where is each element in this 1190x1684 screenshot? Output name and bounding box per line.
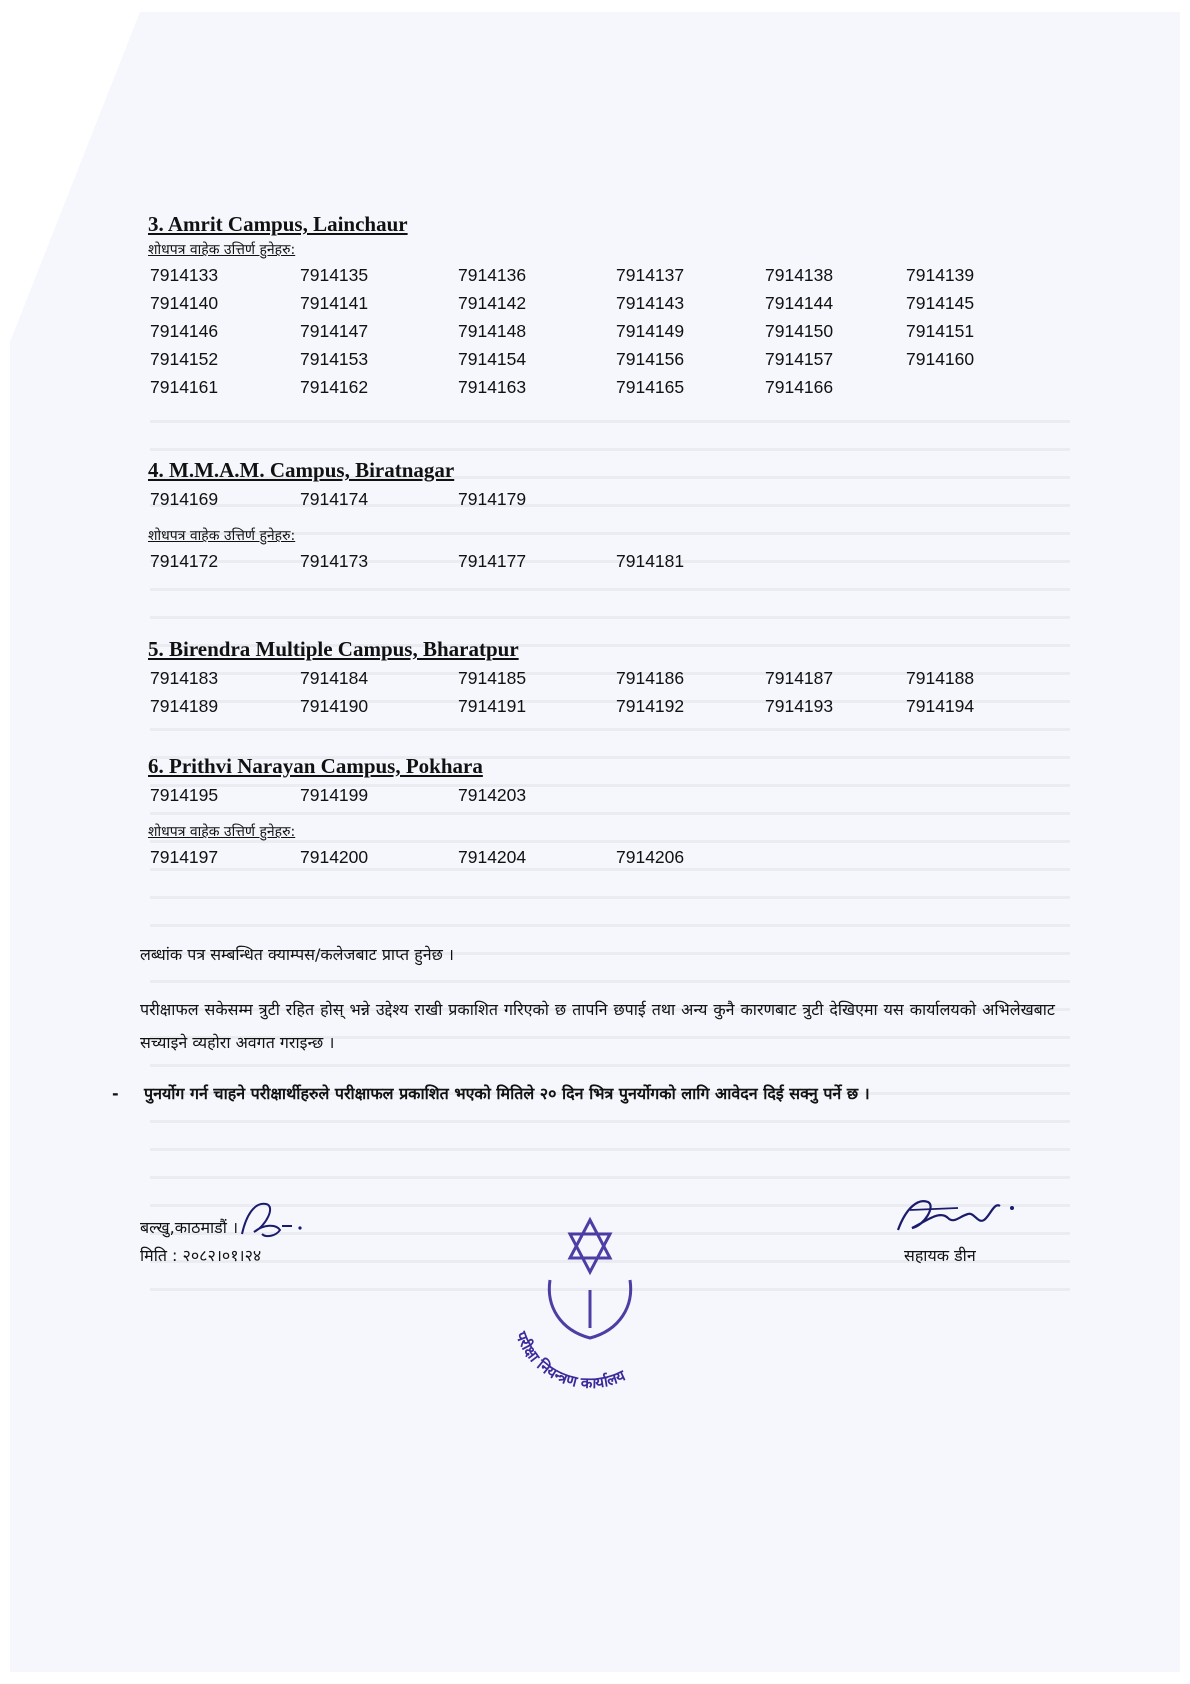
- marksheet-note: लब्धांक पत्र सम्बन्धित क्याम्पस/कलेजबाट प्राप्त हुनेछ ।: [140, 945, 454, 964]
- retotal-note: [112, 1077, 1057, 1110]
- roll-number: 7914181: [616, 551, 685, 571]
- roll-number: 7914140: [150, 293, 219, 313]
- group-label: शोधपत्र वाहेक उत्तिर्ण हुनेहरु:: [148, 242, 296, 258]
- dean-signature-icon: [888, 1180, 1028, 1250]
- roll-number: 7914151: [906, 321, 975, 341]
- roll-number: 7914161: [150, 377, 219, 397]
- roll-number: 7914206: [616, 847, 685, 867]
- roll-number: 7914185: [458, 668, 527, 688]
- roll-number: 7914199: [300, 785, 369, 805]
- roll-number: 7914160: [906, 349, 975, 369]
- roll-number: 7914195: [150, 785, 219, 805]
- section-heading: 3. Amrit Campus, Lainchaur: [148, 212, 408, 236]
- result-row: [148, 781, 1068, 809]
- roll-number: 7914173: [300, 551, 369, 571]
- result-row: [148, 289, 1068, 317]
- roll-number: 7914165: [616, 377, 685, 397]
- roll-number: 7914141: [300, 293, 369, 313]
- roll-number: 7914153: [300, 349, 369, 369]
- roll-number: 7914172: [150, 551, 219, 571]
- roll-number: 7914142: [458, 293, 527, 313]
- section-amrit-campus: [148, 209, 1068, 401]
- official-seal-icon: [490, 1210, 690, 1410]
- roll-number: 7914147: [300, 321, 369, 341]
- roll-number: 7914179: [458, 489, 527, 509]
- result-row: [148, 373, 1068, 401]
- roll-number: 7914193: [765, 696, 834, 716]
- roll-number: 7914200: [300, 847, 369, 867]
- roll-number: 7914143: [616, 293, 685, 313]
- roll-number: 7914145: [906, 293, 975, 313]
- roll-number: 7914191: [458, 696, 527, 716]
- section-mmam-campus: [148, 455, 1068, 575]
- roll-number: 7914189: [150, 696, 219, 716]
- roll-number: 7914157: [765, 349, 834, 369]
- roll-number: 7914138: [765, 265, 834, 285]
- roll-number: 7914133: [150, 265, 219, 285]
- roll-number: 7914149: [616, 321, 685, 341]
- roll-number: 7914166: [765, 377, 834, 397]
- result-row: [148, 317, 1068, 345]
- section-heading: 5. Birendra Multiple Campus, Bharatpur: [148, 637, 519, 661]
- roll-number: 7914163: [458, 377, 527, 397]
- roll-number: 7914135: [300, 265, 369, 285]
- roll-number: 7914187: [765, 668, 834, 688]
- roll-number: 7914162: [300, 377, 369, 397]
- bullet-dash: -: [112, 1084, 119, 1103]
- retotal-note-text: पुनर्योग गर्न चाहने परीक्षार्थीहरुले परीक्षाफल प्रकाशित भएको मितिले २० दिन भित्र पुनर्योगको लागि आवेदन दिई सक्नु पर्ने छ ।: [144, 1084, 870, 1103]
- roll-number: 7914186: [616, 668, 685, 688]
- roll-number: 7914188: [906, 668, 975, 688]
- result-row: [148, 547, 1068, 575]
- errata-note: परीक्षाफल सकेसम्म त्रुटी रहित होस् भन्ने उद्देश्य राखी प्रकाशित गरिएको छ तापनि छपाई तथा अन्य कुनै कारणबाट त्रुटी देखिएमा यस कार्यालयको अभिलेखबाट सच्याइने व्यहोरा अवगत गराइन्छ ।: [140, 1000, 1055, 1052]
- result-row: [148, 664, 1068, 692]
- roll-number: 7914148: [458, 321, 527, 341]
- result-row: [148, 485, 1068, 513]
- roll-number: 7914190: [300, 696, 369, 716]
- group-label: शोधपत्र वाहेक उत्तिर्ण हुनेहरु:: [148, 824, 296, 840]
- roll-number: 7914183: [150, 668, 219, 688]
- roll-number: 7914136: [458, 265, 527, 285]
- result-row: [148, 692, 1068, 720]
- roll-number: 7914137: [616, 265, 685, 285]
- group-label: शोधपत्र वाहेक उत्तिर्ण हुनेहरु:: [148, 528, 296, 544]
- initials-signature-icon: [236, 1196, 316, 1246]
- roll-number: 7914174: [300, 489, 369, 509]
- result-row: [148, 261, 1068, 289]
- result-row: [148, 843, 1068, 871]
- roll-number: 7914144: [765, 293, 834, 313]
- roll-number: 7914192: [616, 696, 685, 716]
- section-prithvi-narayan-campus: [148, 751, 1068, 871]
- roll-number: 7914139: [906, 265, 975, 285]
- roll-number: 7914184: [300, 668, 369, 688]
- seal-text: परीक्षा नियन्त्रण कार्यालय: [511, 1329, 628, 1393]
- result-row: [148, 345, 1068, 373]
- roll-number: 7914169: [150, 489, 219, 509]
- roll-number: 7914156: [616, 349, 685, 369]
- roll-number: 7914146: [150, 321, 219, 341]
- issue-place: बल्खु,काठमाडौं ।: [140, 1218, 239, 1237]
- signer-title: सहायक डीन: [904, 1246, 976, 1265]
- roll-number: 7914150: [765, 321, 834, 341]
- roll-number: 7914203: [458, 785, 527, 805]
- roll-number: 7914154: [458, 349, 527, 369]
- section-birendra-campus: [148, 634, 1068, 720]
- roll-number: 7914152: [150, 349, 219, 369]
- roll-number: 7914204: [458, 847, 527, 867]
- roll-number: 7914194: [906, 696, 975, 716]
- section-heading: 4. M.M.A.M. Campus, Biratnagar: [148, 458, 455, 482]
- issue-date: मिति : २०८२।०१।२४: [140, 1246, 262, 1265]
- section-heading: 6. Prithvi Narayan Campus, Pokhara: [148, 754, 483, 778]
- roll-number: 7914197: [150, 847, 219, 867]
- roll-number: 7914177: [458, 551, 527, 571]
